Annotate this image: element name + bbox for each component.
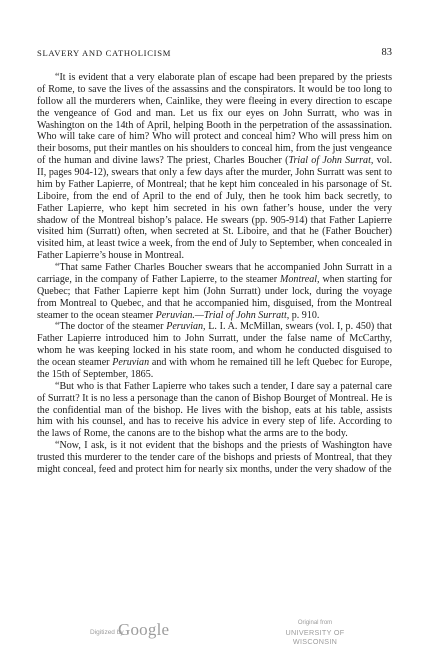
text-run: L. I. A. McMillan, swears (vol. I, p. 450) that Father Lapierre introduced him to John Surratt, under the false name of McCarthy, whom he was keeping locked in his state room, and whom he conducted disguised to the ocean steamer — [37, 321, 392, 368]
body-paragraph — [37, 440, 392, 476]
text-run: “That same Father Charles Boucher swears that he accompanied John Surratt in a carriage, in the company of Father Lapierre, to the steamer — [37, 262, 392, 285]
italic-text: Peruvian.—Trial of John Surratt, — [155, 309, 290, 321]
body-paragraph — [37, 262, 392, 321]
italic-text: Trial of John Surrat, — [288, 155, 374, 167]
digitized-by-label: Digitized by — [90, 629, 124, 636]
text-run: vol. II, pages 904-12), swears that only a few days after the murder, John Surratt was sent to him by Father Lapierre, of Montreal; that he kept him concealed in his parsonage of St. Liboire, from the end of April to the end of July, then he took him back secretly, to Father Lapierre, who kept him secreted in his own father’s house, under the very shadow of the Montreal bishop’s palace. He swears (pp. 905-914) that Father Lapierre visited him (Surratt) often, when secreted at St. Liboire, and that he (Father Boucher) visited him, at least twice a week, from the end of July to September, when concealed in Father Lapierre’s house in Montreal. — [37, 155, 392, 262]
google-logo: Google — [118, 620, 170, 639]
italic-text: Peruvian — [112, 357, 150, 368]
italic-text: Peruvian, — [166, 321, 206, 333]
body-text — [37, 72, 392, 476]
italic-text: Montreal, — [280, 273, 320, 285]
text-run: “The doctor of the steamer — [55, 321, 167, 333]
text-run: “Now, I ask, is it not evident that the bishops and the priests of Washington have trusted this murderer to the tender care of the bishops and priests of Montreal, that they might conceal, feed and protect him for nearly six months, under the very shadow of the — [37, 440, 392, 475]
text-run: p. 910. — [289, 309, 320, 321]
body-paragraph — [37, 72, 392, 262]
text-run: when starting for Quebec; that Father Lapierre kept him (John Surratt) under lock, during the voyage from Montreal to Quebec, and that he accompanied him, disguised, from the Montreal steamer to the ocean steamer — [37, 273, 392, 321]
original-source — [265, 619, 365, 646]
page-number: 83 — [381, 47, 392, 58]
original-source-name: UNIVERSITY OF WISCONSIN — [285, 628, 345, 646]
body-paragraph — [37, 381, 392, 440]
original-from-label: Original from — [297, 620, 333, 626]
body-paragraph — [37, 321, 392, 380]
page-footer — [0, 616, 430, 646]
running-head: SLAVERY AND CATHOLICISM — [37, 48, 172, 58]
text-run: and with whom he remained till he left Quebec for Europe, the 15th of September, 1865. — [37, 357, 392, 380]
text-run: “But who is that Father Lapierre who takes such a tender, I dare say a paternal care of Surratt? It is no less a personage than the canon of Bishop Bourget of Montreal. He is the confidential man of the bishop. He lives with the bishop, eats at his table, assists him with his counsel, and has to receive his advice in every step of life. According to the laws of Rome, the canons are to the bishop what the arms are to the body. — [37, 380, 392, 440]
text-run: “It is evident that a very elaborate plan of escape had been prepared by the priests of Rome, to save the lives of the assassins and the conspirators. It would be too long to follow all the murderers when, Cainlike, they were fleeing in every direction to escape the vengeance of God and man. Let us fix our eyes on John Surratt, who was in Washington on the 14th of April, helping Booth in the perpetration of the assassination. Who will take care of him? Who will protect and conceal him? Who will press him on their bosoms, put their mantles on his shoulders to conceal him, from the just vengeance of the human and divine laws? The priest, Charles Boucher ( — [37, 72, 392, 167]
page-header — [37, 46, 392, 60]
